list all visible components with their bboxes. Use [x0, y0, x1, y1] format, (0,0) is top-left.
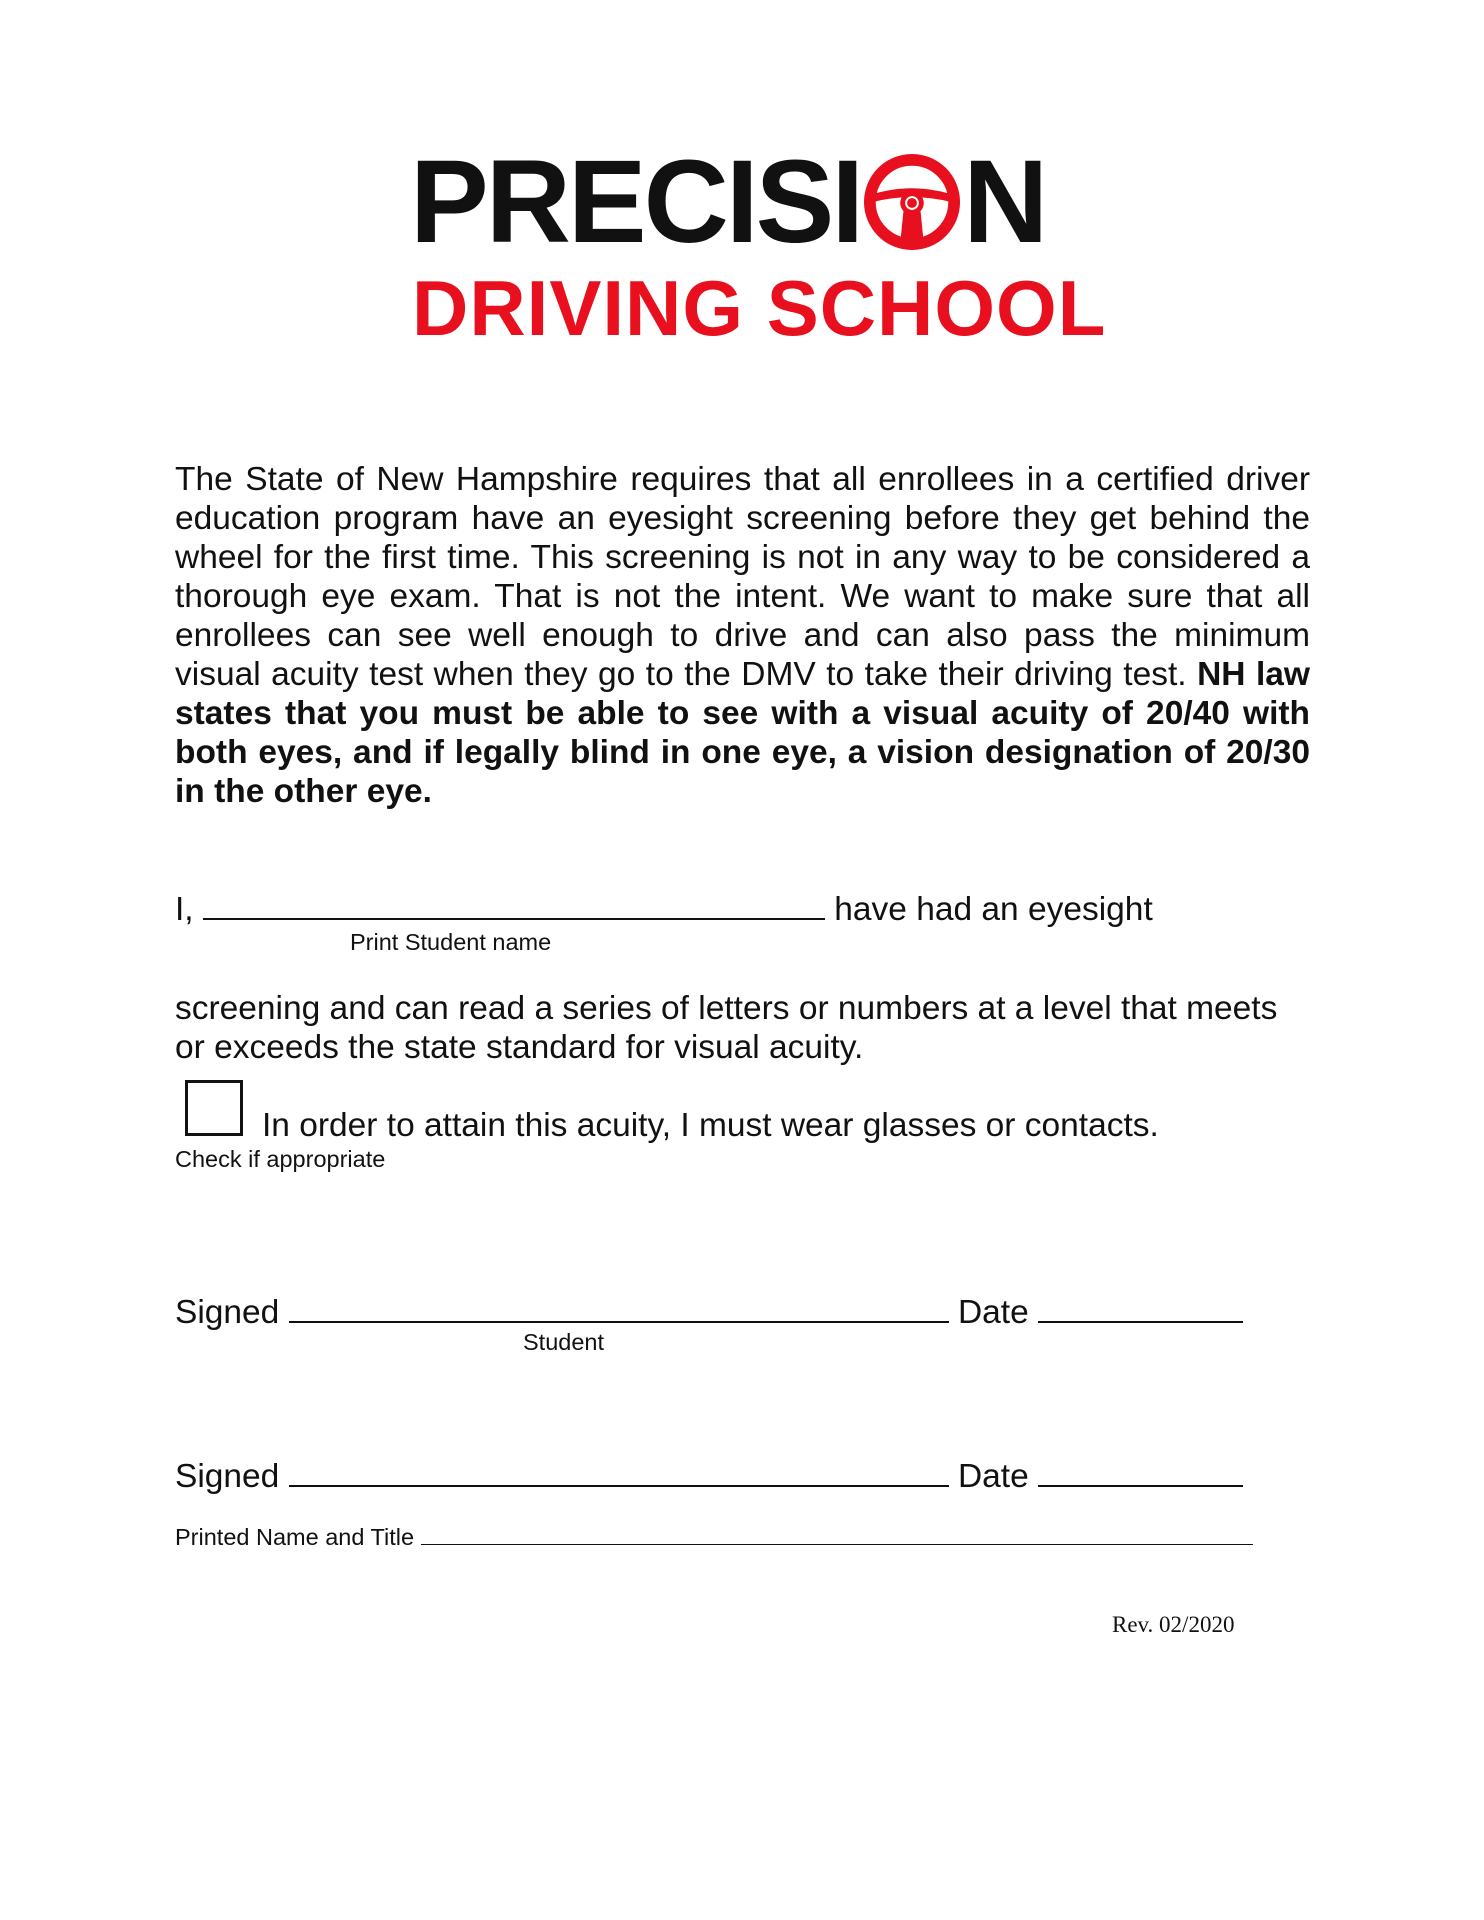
logo-top-right: N [963, 136, 1046, 268]
statement-prefix: I, [175, 891, 194, 928]
printed-name-field[interactable] [421, 1522, 1253, 1545]
student-signature-field[interactable] [289, 1291, 949, 1323]
printed-name-label: Printed Name and Title [175, 1524, 415, 1550]
official-signature-field[interactable] [289, 1455, 949, 1487]
student-name-field[interactable] [203, 888, 825, 920]
logo [410, 136, 1107, 352]
student-role-label: Student [523, 1329, 605, 1355]
official-date-field[interactable] [1038, 1455, 1243, 1487]
statement-continuation-2: or exceeds the state standard for visual acuity. [175, 1029, 864, 1066]
printed-name-row [175, 1522, 1253, 1551]
intro-paragraph [175, 460, 1310, 811]
revision-label: Rev. 02/2020 [1112, 1612, 1235, 1637]
official-signed-label: Signed [175, 1458, 280, 1495]
official-signature-line [175, 1455, 1243, 1497]
glasses-checkbox[interactable] [185, 1080, 243, 1136]
steering-wheel-icon [863, 153, 961, 251]
logo-top-left: PRECISI [410, 136, 862, 268]
statement-continuation-1: screening and can read a series of letters or numbers at a level that meets [175, 990, 1278, 1027]
official-date-label: Date [957, 1458, 1029, 1495]
logo-top-word [410, 136, 1046, 268]
glasses-statement: In order to attain this acuity, I must wear glasses or contacts. [262, 1107, 1159, 1144]
student-signed-label: Signed [175, 1294, 280, 1331]
logo-bottom-word: DRIVING SCHOOL [412, 264, 1107, 352]
statement-line [175, 888, 1153, 930]
statement-suffix: have had an eyesight [834, 891, 1153, 928]
print-student-name-label: Print Student name [350, 929, 552, 955]
student-signature-line [175, 1291, 1243, 1333]
student-date-label: Date [957, 1294, 1029, 1331]
student-date-field[interactable] [1038, 1291, 1243, 1323]
check-if-appropriate-label: Check if appropriate [175, 1146, 386, 1172]
intro-bold-text: NH law states that you must be able to see with a visual acuity of 20/40 with both eyes, and if legally blind in one eye, a vision designation of 20/30 in the other eye. [175, 656, 1310, 810]
intro-normal-text: The State of New Hampshire requires that all enrollees in a certified driver education program have an eyesight screening before they get behind the wheel for the first time. This screening is not in any way to be considered a thorough eye exam. That is not the intent. We want to make sure that all enrollees can see well enough to drive and can also pass the minimum visual acuity test when they go to the DMV to take their driving test. [175, 461, 1310, 693]
